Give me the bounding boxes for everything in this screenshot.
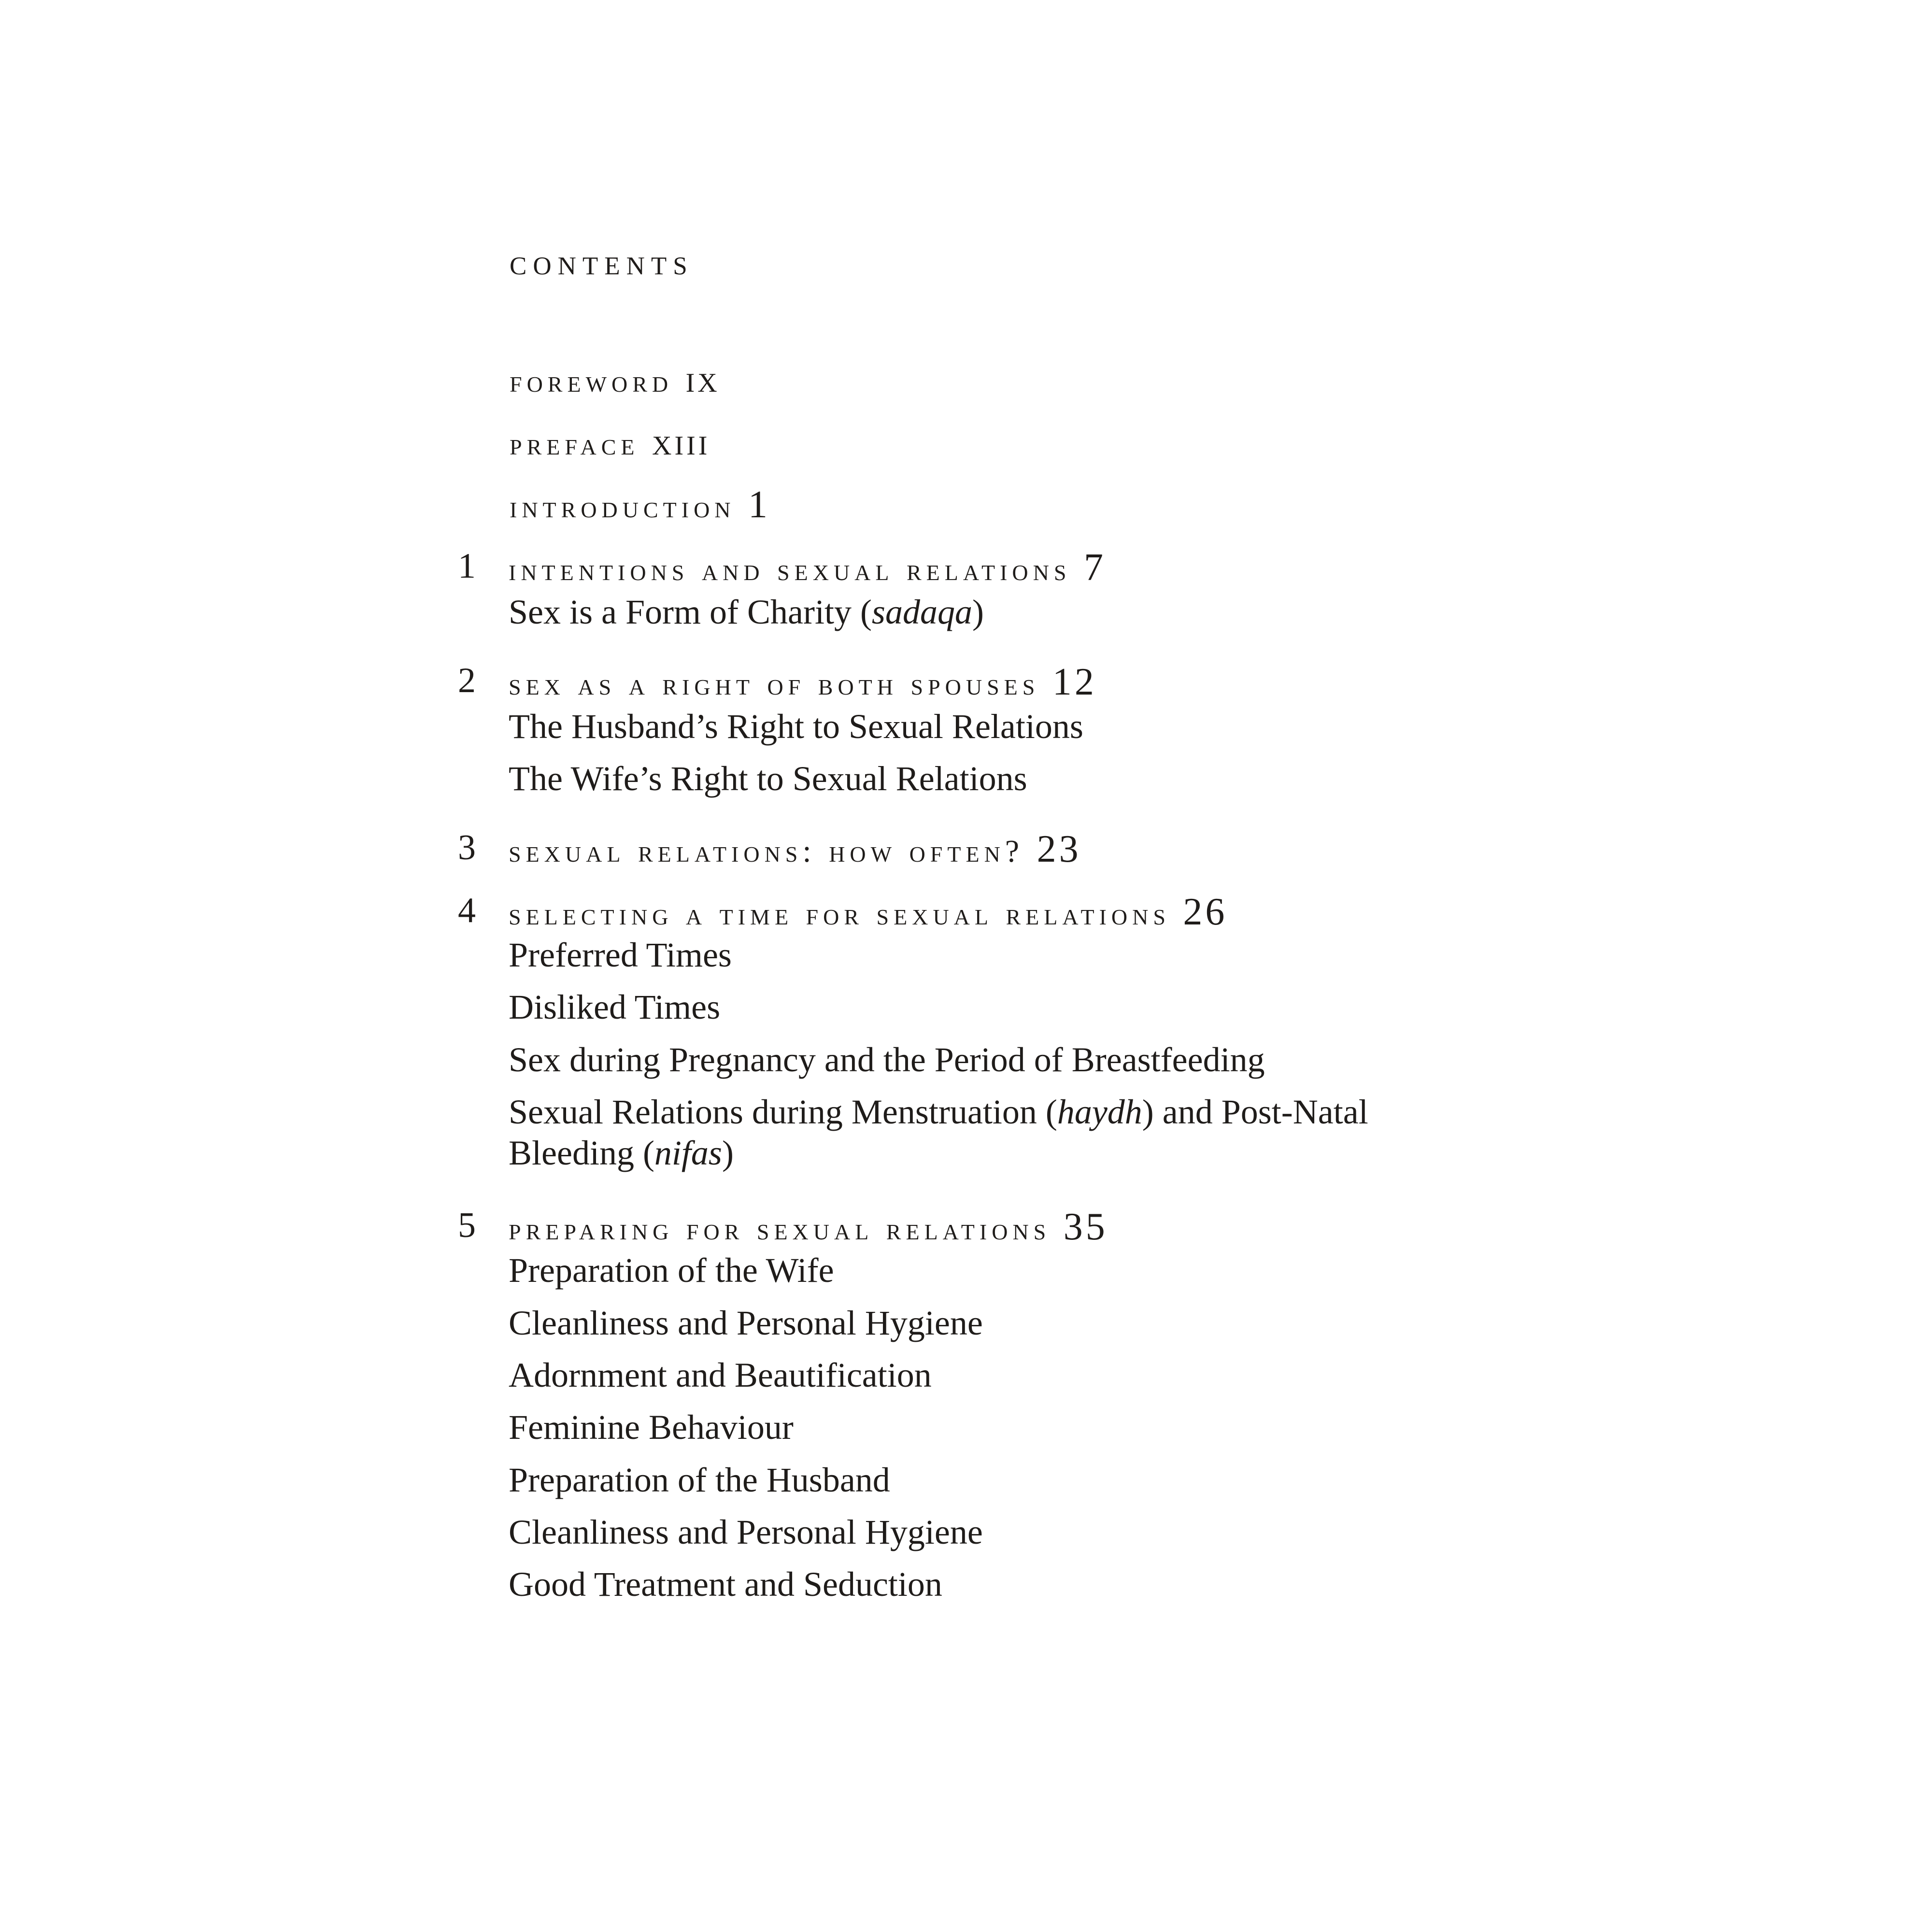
subsection-italic-term: haydh — [1057, 1093, 1142, 1131]
chapter-number: 3 — [458, 828, 476, 867]
subsection: Cleanliness and Personal Hygiene — [509, 1304, 983, 1342]
chapter-title — [509, 1208, 1108, 1246]
chapter-number: 5 — [458, 1206, 476, 1245]
chapter-title-text: selecting a time for sexual relations — [509, 896, 1170, 932]
chapter-title — [509, 893, 1227, 931]
subsection: Disliked Times — [509, 988, 721, 1026]
subsection: Cleanliness and Personal Hygiene — [509, 1513, 983, 1551]
subsection-italic-term: nifas — [654, 1134, 722, 1172]
subsection: The Husband’s Right to Sexual Relations — [509, 707, 1083, 746]
entry-page-number: 1 — [748, 483, 771, 526]
subsection-text: Sex is a Form of Charity ( — [509, 593, 872, 631]
subsection: Preferred Times — [509, 936, 732, 974]
subsection: Good Treatment and Seduction — [509, 1565, 942, 1604]
entry-page-number: 35 — [1063, 1206, 1108, 1248]
chapter-title — [509, 548, 1106, 587]
entry-page-number: 23 — [1037, 828, 1081, 870]
subsection: Preparation of the Husband — [509, 1461, 890, 1499]
subsection-text-after: ) — [972, 593, 984, 631]
subsection — [509, 1092, 1368, 1132]
subsection — [509, 592, 984, 632]
entry-label: preface — [510, 426, 639, 462]
subsection: Sex during Pregnancy and the Period of Breastfeeding — [509, 1040, 1265, 1079]
chapter-number: 1 — [458, 546, 476, 586]
subsection-italic-term: sadaqa — [871, 593, 972, 631]
entry-page-number: 26 — [1183, 891, 1228, 933]
subsection-text-after: ) — [722, 1134, 734, 1172]
entry-page-number: ix — [685, 358, 720, 400]
entry-label: foreword — [510, 364, 673, 399]
subsection-continuation — [509, 1133, 734, 1173]
subsection: The Wife’s Right to Sexual Relations — [509, 759, 1027, 798]
chapter-number: 2 — [458, 661, 476, 700]
chapter-title-text: intentions and sexual relations — [509, 552, 1071, 587]
chapter-title — [509, 663, 1097, 701]
chapter-title-text: preparing for sexual relations — [509, 1211, 1051, 1247]
subsection: Preparation of the Wife — [509, 1251, 834, 1290]
chapter-title-text: sex as a right of both spouses — [509, 667, 1040, 702]
entry-label: introduction — [510, 489, 736, 525]
chapter-title — [509, 830, 1081, 868]
entry-page-number: xiii — [652, 421, 710, 463]
toc-entry-preface — [510, 423, 710, 461]
subsection-text: Sexual Relations during Menstruation ( — [509, 1093, 1057, 1131]
chapter-title-text: sexual relations: how often? — [509, 834, 1024, 869]
toc-entry-foreword — [510, 360, 720, 398]
subsection: Adornment and Beautification — [509, 1356, 932, 1394]
subsection-text-after: ) and Post-Natal — [1142, 1093, 1368, 1131]
entry-page-number: 12 — [1052, 661, 1097, 703]
subsection-text: Bleeding ( — [509, 1134, 654, 1172]
toc-entry-introduction — [510, 485, 770, 524]
subsection: Feminine Behaviour — [509, 1408, 794, 1447]
entry-page-number: 7 — [1083, 546, 1106, 589]
page-title: contents — [510, 242, 694, 283]
chapter-number: 4 — [458, 891, 476, 930]
